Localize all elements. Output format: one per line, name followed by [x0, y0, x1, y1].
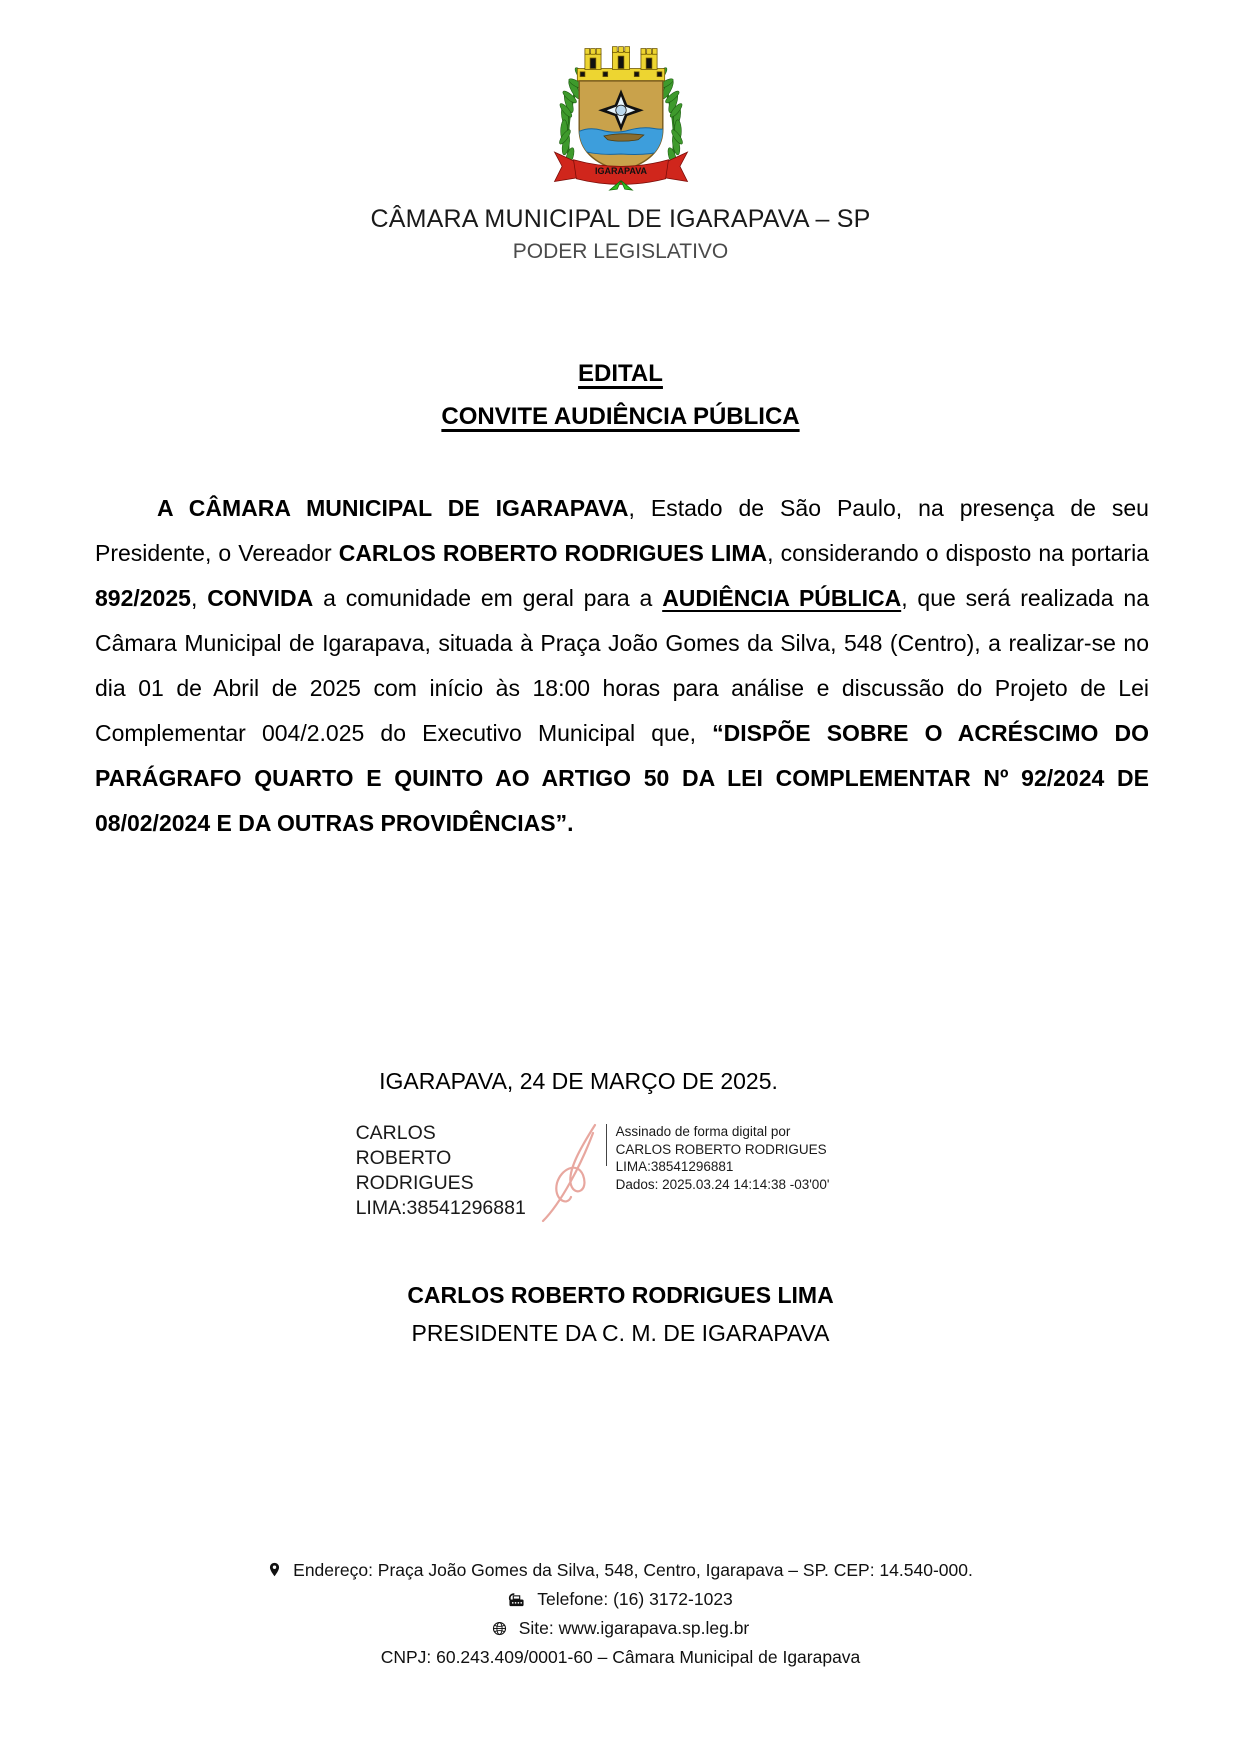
document-footer	[0, 1556, 1241, 1672]
date-line: IGARAPAVA, 24 DE MARÇO DE 2025.	[379, 1068, 778, 1094]
footer-phone: Telefone: (16) 3172-1023	[537, 1589, 733, 1609]
footer-cnpj: CNPJ: 60.243.409/0001-60 – Câmara Municipal de Igarapava	[380, 1647, 861, 1667]
footer-phone-line	[0, 1585, 1241, 1614]
signature-detail-line: LIMA:38541296881	[615, 1159, 734, 1174]
signature-detail-line: CARLOS ROBERTO RODRIGUES	[615, 1141, 827, 1157]
mural-crown-icon	[577, 47, 664, 81]
footer-site: Site: www.igarapava.sp.leg.br	[518, 1618, 750, 1638]
signature-name-line: RODRIGUES	[355, 1172, 474, 1194]
globe-icon	[492, 1621, 507, 1636]
river-icon	[575, 127, 666, 154]
crest-ribbon-label: IGARAPAVA	[594, 165, 647, 176]
signature-name-line: LIMA:38541296881	[355, 1197, 526, 1219]
body-paragraph: A CÂMARA MUNICIPAL DE IGARAPAVA, Estado de São Paulo, na presença de seu Presidente, o Vereador CARLOS ROBERTO RODRIGUES LIMA, considerando o disposto na portaria 892/2025, CONVIDA a comunidade em geral para a AUDIÊNCIA PÚBLICA, que será realizada na Câmara Municipal de Igarapava, situada à Praça João Gomes da Silva, 548 (Centro), a realizar-se no dia 01 de Abril de 2025 com início às 18:00 horas para análise e discussão do Projeto de Lei Complementar 004/2.025 do Executivo Municipal que, “DISPÕE SOBRE O ACRÉSCIMO DO PARÁGRAFO QUARTO E QUINTO AO ARTIGO 50 DA LEI COMPLEMENTAR Nº 92/2024 DE 08/02/2024 E DA OUTRAS PROVIDÊNCIAS”.	[95, 495, 1149, 836]
footer-site-line	[0, 1614, 1241, 1643]
coat-of-arms-icon	[515, 40, 727, 192]
pin-icon	[268, 1562, 281, 1580]
igarapava-coat-of-arms	[515, 40, 727, 197]
document-titles	[0, 352, 1241, 438]
signature-detail-line: Assinado de forma digital por	[615, 1124, 791, 1139]
footer-address: Endereço: Praça João Gomes da Silva, 548, Centro, Igarapava – SP. CEP: 14.540-000.	[293, 1560, 973, 1580]
footer-address-line	[0, 1556, 1241, 1585]
signer-title: PRESIDENTE DA C. M. DE IGARAPAVA	[411, 1320, 830, 1346]
document-header	[0, 0, 1241, 264]
footer-cnpj-line	[0, 1643, 1241, 1672]
digital-signature-block	[0, 1121, 1213, 1230]
signature-details-block	[606, 1123, 830, 1193]
signature-detail-line: Dados: 2025.03.24 14:14:38 -03'00'	[615, 1176, 830, 1192]
organization-name: CÂMARA MUNICIPAL DE IGARAPAVA – SP	[370, 205, 871, 233]
title-convite: CONVITE AUDIÊNCIA PÚBLICA	[441, 403, 800, 430]
signer-name: CARLOS ROBERTO RODRIGUES LIMA	[407, 1282, 834, 1308]
signature-name-line: CARLOS ROBERTO	[355, 1122, 452, 1169]
signature-flourish-icon	[530, 1121, 612, 1230]
title-edital: EDITAL	[578, 360, 663, 387]
fax-icon	[508, 1592, 525, 1608]
signature-name-block	[356, 1121, 524, 1221]
organization-subtitle: PODER LEGISLATIVO	[512, 240, 729, 263]
signer-block	[0, 1282, 1241, 1347]
